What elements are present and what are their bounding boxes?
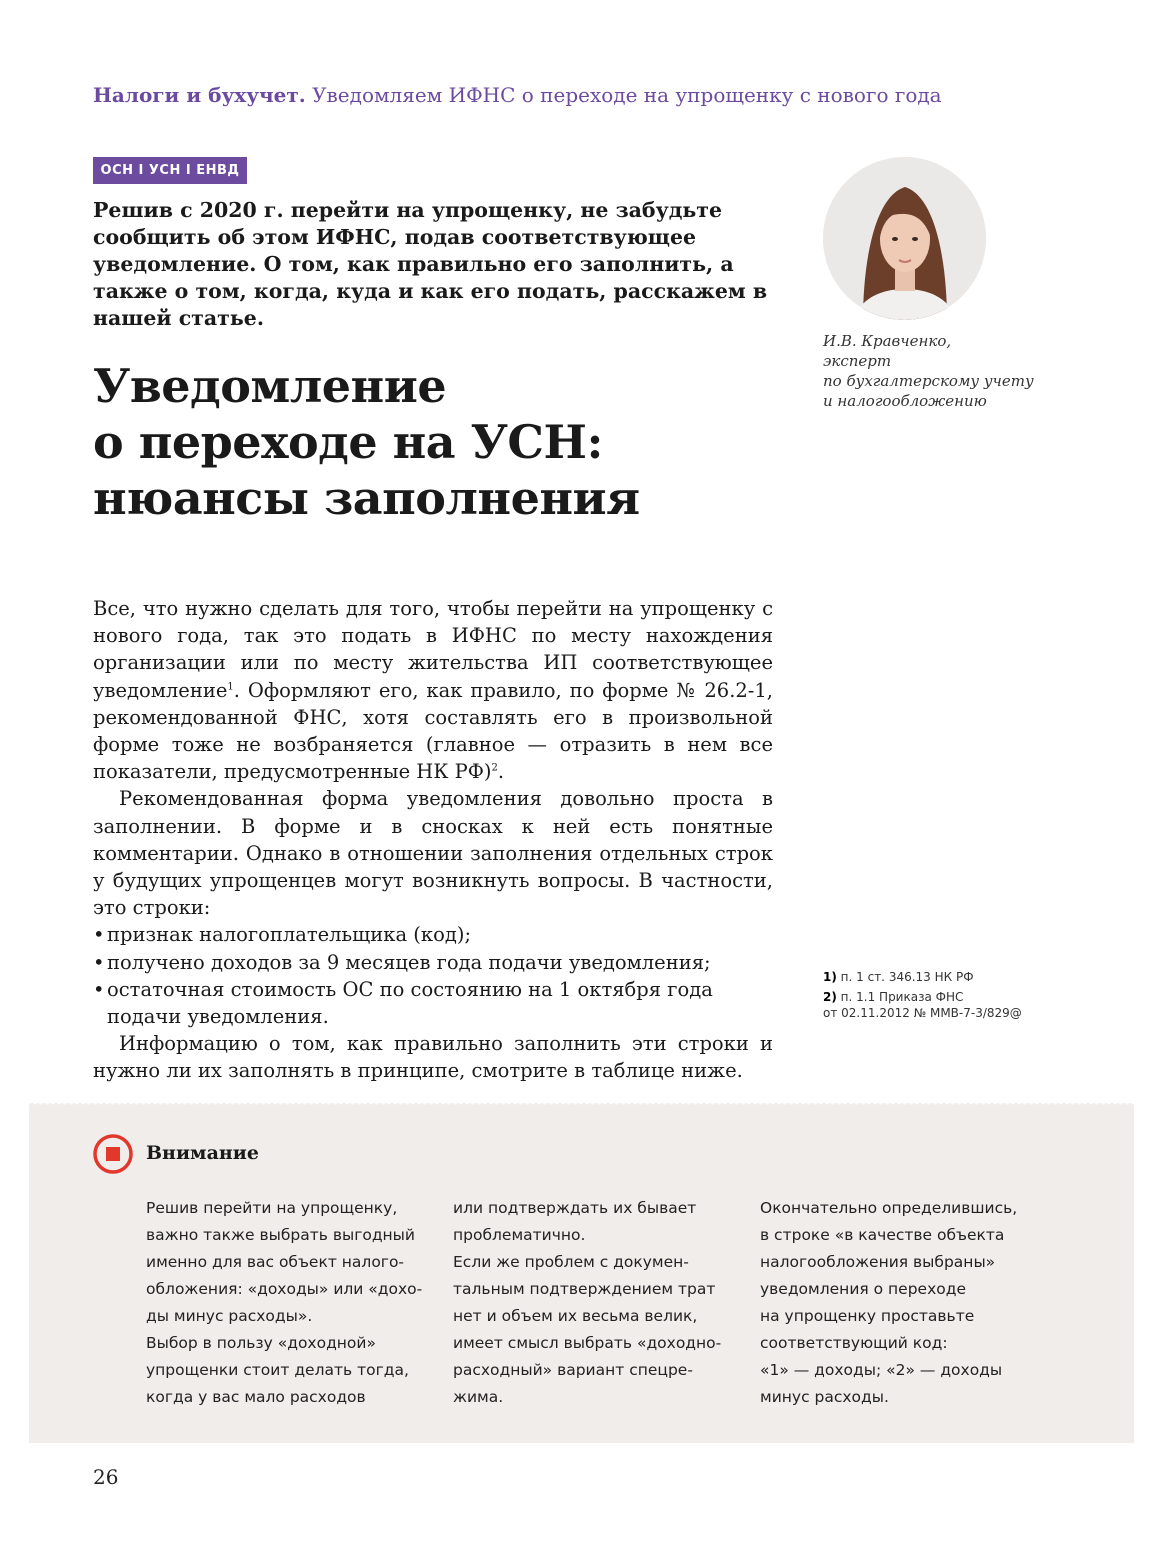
- footnote-ref[interactable]: 1: [227, 681, 234, 693]
- notice-column-1: Решив перейти на упрощенку, важно также выбрать выгодный именно для вас объект налого- обложения: «доходы» или «дохо- ды минус расходы». Выбор в пользу «доходной» упрощенки стоит делать тогда, когда у вас мало расходов: [146, 1199, 423, 1406]
- body-paragraph: Все, что нужно сделать для того, чтобы перейти на упрощенку с нового года, так это подать в ИФНС по месту нахождения организации или по месту жительства ИП соответствующее уведомление$^1$. Оформляют его, как правило, по форме № 26.2-1, рекомендованной ФНС, хотя составлять его в произвольной форме тоже не возбраняется (главное — отразить в нем все показатели, предусмотренные НК РФ)$^2$.: [93, 597, 773, 784]
- notice-column-2: или подтверждать их бывает проблематично. Если же проблем с докумен- тальным подтверждением трат нет и объем их весьма велик, имеет смысл выбрать «доходно- расходный» вариант спецре- жима.: [453, 1199, 722, 1406]
- bullet-list: [93, 921, 773, 1030]
- article-short-title: Уведомляем ИФНС о переходе на упрощенку с нового года: [312, 83, 942, 107]
- page-number: 26: [93, 1465, 119, 1489]
- notice-column-3: Окончательно определившись, в строке «в качестве объекта налогообложения выбраны» уведомления о переходе на упрощенку проставьте соответствующий код: «1» — доходы; «2» — доходы минус расходы.: [760, 1199, 1018, 1406]
- headline-line: о переходе на УСН:: [93, 415, 603, 469]
- author-role: эксперт: [823, 352, 892, 370]
- headline-line: нюансы заполнения: [93, 471, 640, 525]
- section-name: Налоги и бухучет.: [93, 83, 306, 107]
- article-body: [93, 595, 773, 1085]
- tax-regime-tag: ОСН І УСН І ЕНВД: [93, 157, 247, 184]
- author-photo: [823, 157, 986, 320]
- lead-paragraph: Решив с 2020 г. перейти на упрощенку, не забудьте сообщить об этом ИФНС, подав соответствующее уведомление. О том, как правильно его заполнить, а также о том, когда, куда и как его подать, расскажем в нашей статье.: [93, 198, 768, 330]
- author-role: и налогообложению: [823, 392, 987, 410]
- zigzag-edge-icon: [29, 1101, 1134, 1109]
- author-caption: [823, 331, 1063, 411]
- body-paragraph: Информацию о том, как правильно заполнить эти строки и нужно ли их заполнять в принципе, смотрите в таблице ниже.: [93, 1032, 773, 1083]
- footnotes: [823, 969, 1083, 1025]
- author-portrait-icon: [823, 157, 986, 320]
- footnote-ref[interactable]: 2: [491, 762, 498, 774]
- article-headline: [93, 358, 793, 526]
- author-name: И.В. Кравченко,: [823, 332, 952, 350]
- attention-box: [29, 1105, 1134, 1443]
- footnote: 1) п. 1 ст. 346.13 НК РФ: [823, 970, 974, 984]
- running-header: [93, 83, 993, 107]
- footnote: 2) п. 1.1 Приказа ФНС от 02.11.2012 № ММВ-7-3/829@: [823, 990, 1022, 1020]
- author-role: по бухгалтерскому учету: [823, 372, 1034, 390]
- list-item: • признак налогоплательщика (код);: [93, 921, 773, 948]
- list-item: • остаточная стоимость ОС по состоянию на 1 октября года подачи уведомления.: [93, 976, 773, 1030]
- notice-title: Внимание: [146, 1142, 259, 1164]
- headline-line: Уведомление: [93, 359, 447, 413]
- stop-icon: [93, 1134, 133, 1174]
- list-item: • получено доходов за 9 месяцев года подачи уведомления;: [93, 949, 773, 976]
- body-paragraph: Рекомендованная форма уведомления довольно проста в заполнении. В форме и в сносках к ней есть понятные комментарии. Однако в отношении заполнения отдельных строк у будущих упрощенцев могут возникнуть вопросы. В частности, это строки:: [93, 787, 773, 920]
